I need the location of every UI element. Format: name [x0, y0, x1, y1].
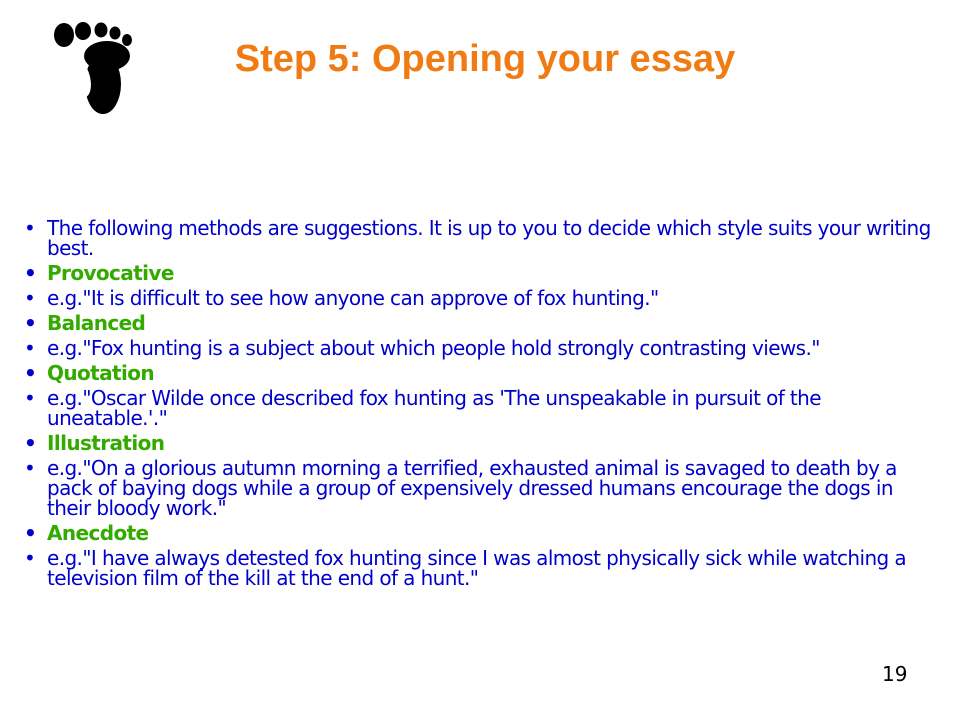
- example-text: e.g."Fox hunting is a subject about which people hold strongly contrasting views.": [47, 336, 820, 360]
- bullet-heading-quotation: [24, 363, 939, 383]
- bullet-dot-icon: •: [24, 546, 36, 570]
- bullet-example-illustration: [24, 458, 939, 518]
- example-text: e.g."It is difficult to see how anyone can approve of fox hunting.": [47, 286, 659, 310]
- bullet-heading-balanced: [24, 313, 939, 333]
- bullet-dot-icon: •: [24, 261, 37, 285]
- heading-text: Quotation: [47, 361, 155, 385]
- heading-text: Balanced: [47, 311, 146, 335]
- heading-text: Anecdote: [47, 521, 149, 545]
- bullet-dot-icon: •: [24, 521, 37, 545]
- bullet-example-balanced: [24, 338, 939, 358]
- bullet-heading-anecdote: [24, 523, 939, 543]
- bullet-text: The following methods are suggestions. It is up to you to decide which style suits your writing best.: [47, 216, 931, 260]
- bullet-dot-icon: •: [24, 361, 37, 385]
- example-text: e.g."On a glorious autumn morning a terrified, exhausted animal is savaged to death by a pack of baying dogs while a group of expensively dressed humans encourage the dogs in their bloody work.": [47, 456, 897, 520]
- bullet-heading-illustration: [24, 433, 939, 453]
- bullet-example-anecdote: [24, 548, 939, 588]
- example-text: e.g."Oscar Wilde once described fox hunting as 'The unspeakable in pursuit of the uneatable.'.": [47, 386, 821, 430]
- slide-title: Step 5: Opening your essay: [234, 38, 736, 80]
- bullet-dot-icon: •: [24, 286, 36, 310]
- bullet-dot-icon: •: [24, 456, 36, 480]
- bullet-heading-provocative: [24, 263, 939, 283]
- bullet-intro: [24, 218, 939, 258]
- bullet-dot-icon: •: [24, 386, 36, 410]
- bullet-example-provocative: [24, 288, 939, 308]
- bullet-dot-icon: •: [24, 311, 37, 335]
- example-text: e.g."I have always detested fox hunting since I was almost physically sick while watching a television film of the kill at the end of a hunt.": [47, 546, 907, 590]
- bullet-dot-icon: •: [24, 336, 36, 360]
- page-number: 19: [882, 662, 908, 686]
- heading-text: Provocative: [47, 261, 174, 285]
- bullet-example-quotation: [24, 388, 939, 428]
- bullet-list: [24, 218, 939, 593]
- bullet-dot-icon: •: [24, 216, 36, 240]
- bullet-dot-icon: •: [24, 431, 37, 455]
- heading-text: Illustration: [47, 431, 165, 455]
